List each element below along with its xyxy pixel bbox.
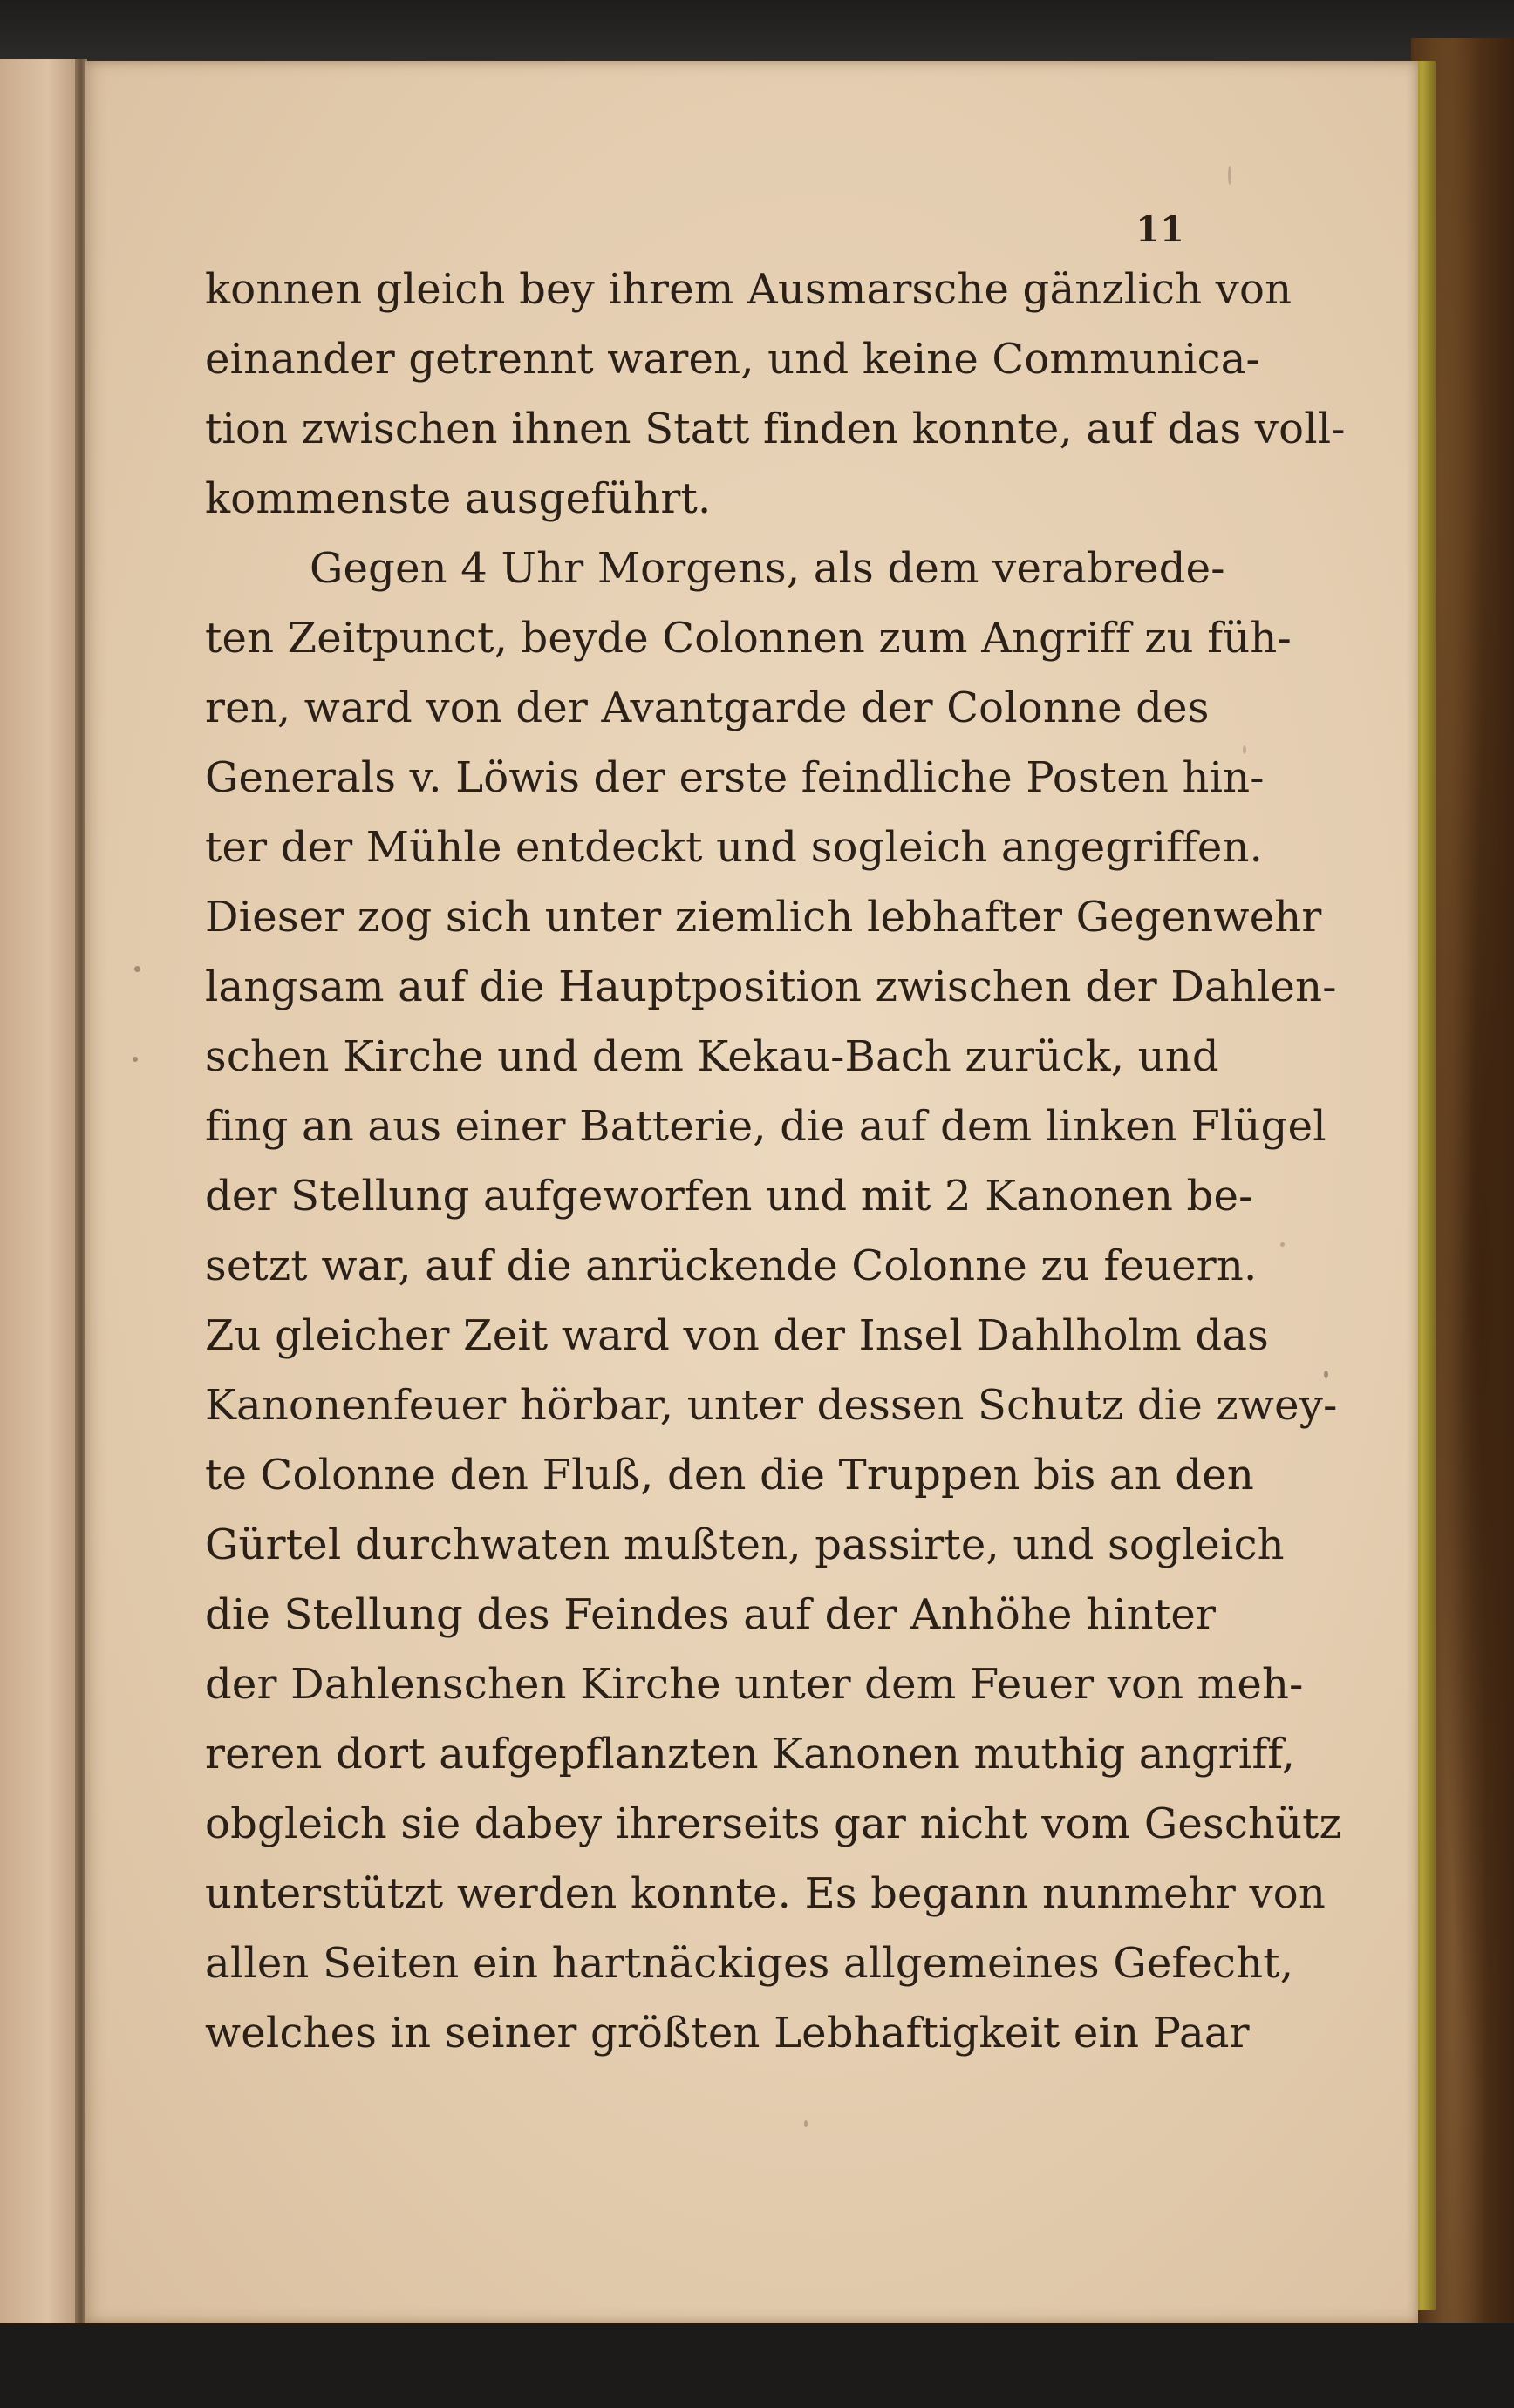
paper-speck xyxy=(1228,166,1231,185)
text-line: ten Zeitpunct, beyde Colonnen zum Angriff zu füh- xyxy=(205,614,1292,663)
text-line: ter der Mühle entdeckt und sogleich angegriffen. xyxy=(205,823,1264,872)
text-line: unterstützt werden konnte. Es begann nunmehr von xyxy=(205,1869,1326,1918)
text-line: Gürtel durchwaten mußten, passirte, und sogleich xyxy=(205,1520,1285,1569)
scan-background-top xyxy=(0,0,1514,61)
text-line: Dieser zog sich unter ziemlich lebhafter Gegenwehr xyxy=(205,893,1322,942)
text-line: kommenste ausgeführt. xyxy=(205,474,712,523)
text-line: ren, ward von der Avantgarde der Colonne des xyxy=(205,684,1210,732)
text-line: der Stellung aufgeworfen und mit 2 Kanonen be- xyxy=(205,1172,1253,1221)
paper-speck xyxy=(134,966,140,972)
text-line: die Stellung des Feindes auf der Anhöhe hinter xyxy=(205,1590,1217,1639)
text-line: fing an aus einer Batterie, die auf dem linken Flügel xyxy=(205,1102,1326,1151)
text-line: tion zwischen ihnen Statt finden konnte, auf das voll- xyxy=(205,405,1346,453)
text-line: setzt war, auf die anrückende Colonne zu feuern. xyxy=(205,1241,1258,1290)
page-number: 11 xyxy=(1136,209,1184,250)
text-line: Kanonenfeuer hörbar, unter dessen Schutz die zwey- xyxy=(205,1381,1338,1430)
text-line: obgleich sie dabey ihrerseits gar nicht vom Geschütz xyxy=(205,1799,1342,1848)
paper-speck xyxy=(1280,1242,1285,1247)
scan-background-bottom xyxy=(0,2323,1514,2408)
paper-speck xyxy=(1243,745,1246,754)
text-line: einander getrennt waren, und keine Communica- xyxy=(205,335,1260,384)
text-line: reren dort aufgepflanzten Kanonen muthig angriff, xyxy=(205,1730,1296,1779)
text-line: konnen gleich bey ihrem Ausmarsche gänzlich von xyxy=(205,265,1292,314)
paper-speck xyxy=(804,2120,808,2127)
facing-page-edge xyxy=(0,59,80,2370)
text-line: allen Seiten ein hartnäckiges allgemeines Gefecht, xyxy=(205,1939,1294,1988)
text-line: te Colonne den Fluß, den die Truppen bis an den xyxy=(205,1451,1254,1500)
paper-speck xyxy=(133,1057,138,1062)
text-line: Generals v. Löwis der erste feindliche Posten hin- xyxy=(205,753,1265,802)
text-line: der Dahlenschen Kirche unter dem Feuer von meh- xyxy=(205,1660,1304,1709)
paragraph-first-line: Gegen 4 Uhr Morgens, als dem verabrede- xyxy=(310,544,1225,593)
text-line: langsam auf die Hauptposition zwischen der Dahlen- xyxy=(205,963,1337,1011)
text-line: welches in seiner größten Lebhaftigkeit ein Paar xyxy=(205,2009,1250,2058)
text-line: schen Kirche und dem Kekau-Bach zurück, und xyxy=(205,1032,1219,1081)
paper-speck xyxy=(1324,1371,1328,1378)
text-line: Zu gleicher Zeit ward von der Insel Dahlholm das xyxy=(205,1311,1269,1360)
